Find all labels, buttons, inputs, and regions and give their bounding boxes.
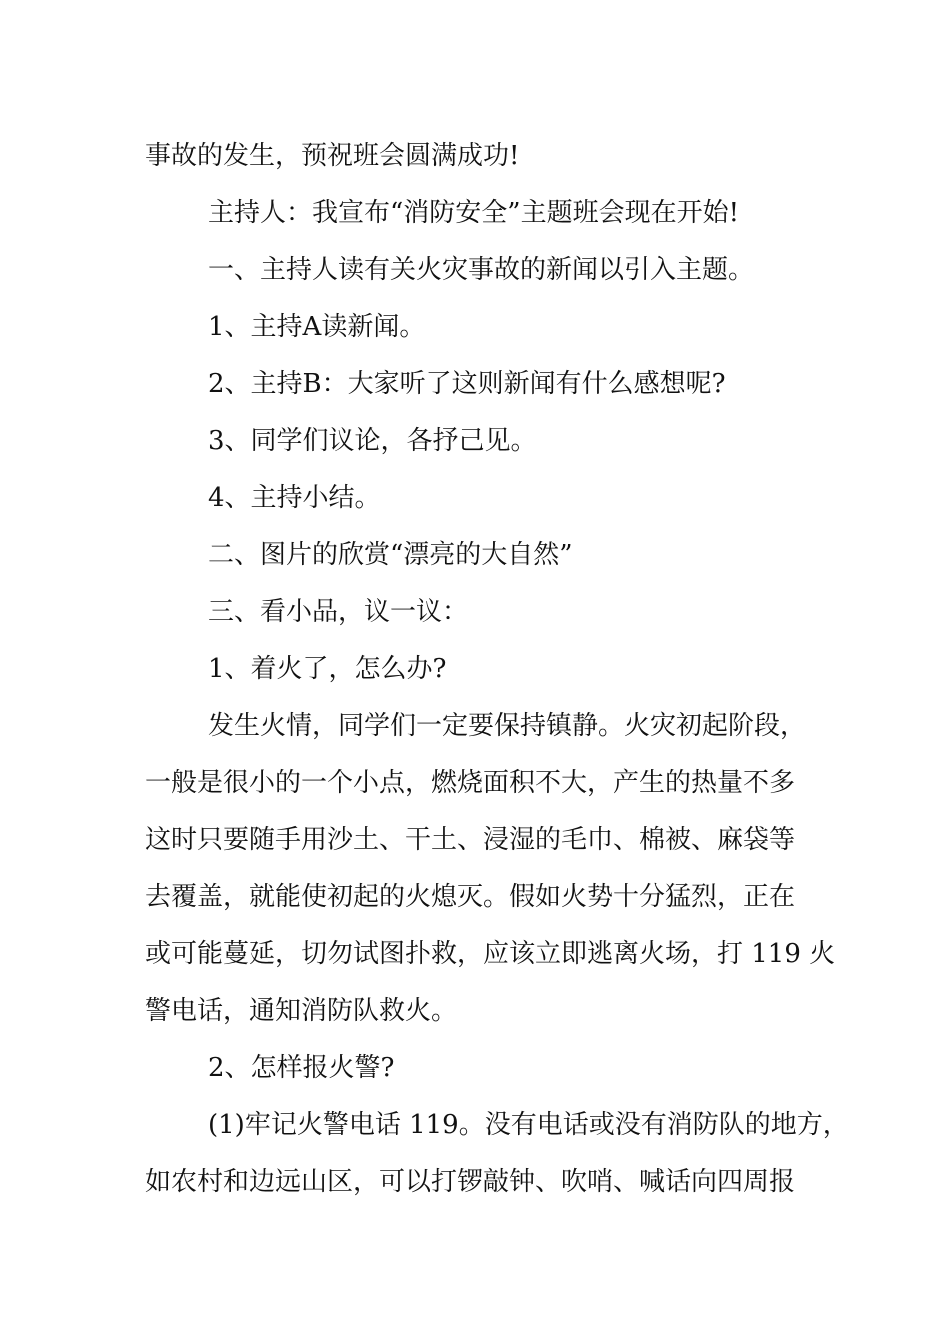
text-line: 事故的发生，预祝班会圆满成功! — [145, 141, 520, 171]
text-line: 一、主持人读有关火灾事故的新闻以引入主题。 — [208, 255, 755, 285]
text-line: 2、主持B：大家听了这则新闻有什么感想呢? — [208, 369, 726, 399]
document-body — [145, 128, 849, 1211]
paragraph-host-announcement — [145, 185, 825, 242]
text-line: 三、看小品，议一议： — [208, 597, 469, 627]
text-line: (1)牢记火警电话 119。没有电话或没有消防队的地方， — [208, 1110, 849, 1140]
list-item-4 — [145, 470, 825, 527]
list-item-3 — [145, 413, 825, 470]
text-line: 去覆盖，就能使初起的火熄灭。假如火势十分猛烈，正在 — [145, 882, 796, 912]
question-report-fire — [145, 1040, 825, 1097]
section-heading-sketch — [145, 584, 825, 641]
text-line: 主持人：我宣布“消防安全”主题班会现在开始! — [208, 198, 740, 228]
text-line: 4、主持小结。 — [208, 483, 381, 513]
text-line: 二、图片的欣赏“漂亮的大自然” — [208, 540, 573, 570]
list-item-1 — [145, 299, 825, 356]
section-heading-pictures — [145, 527, 825, 584]
list-item-2 — [145, 356, 825, 413]
paragraph-fire-advice — [145, 698, 836, 1040]
text-line: 或可能蔓延，切勿试图扑救，应该立即逃离火场，打 119 火 — [145, 939, 836, 969]
text-line: 如农村和边远山区，可以打锣敲钟、吹哨、喊话向四周报 — [145, 1167, 796, 1197]
text-line: 发生火情，同学们一定要保持镇静。火灾初起阶段， — [208, 711, 807, 741]
text-line: 这时只要随手用沙土、干土、浸湿的毛巾、棉被、麻袋等 — [145, 825, 796, 855]
text-line: 一般是很小的一个小点，燃烧面积不大，产生的热量不多 — [145, 768, 796, 798]
section-heading-news — [145, 242, 825, 299]
text-line: 2、怎样报火警? — [208, 1053, 395, 1083]
paragraph-fire-number — [145, 1097, 849, 1211]
text-line: 1、主持A读新闻。 — [208, 312, 426, 342]
text-line: 1、着火了，怎么办? — [208, 654, 447, 684]
question-fire — [145, 641, 825, 698]
paragraph-closing-line — [145, 128, 825, 185]
text-line: 3、同学们议论，各抒己见。 — [208, 426, 537, 456]
text-line: 警电话，通知消防队救火。 — [145, 996, 458, 1026]
